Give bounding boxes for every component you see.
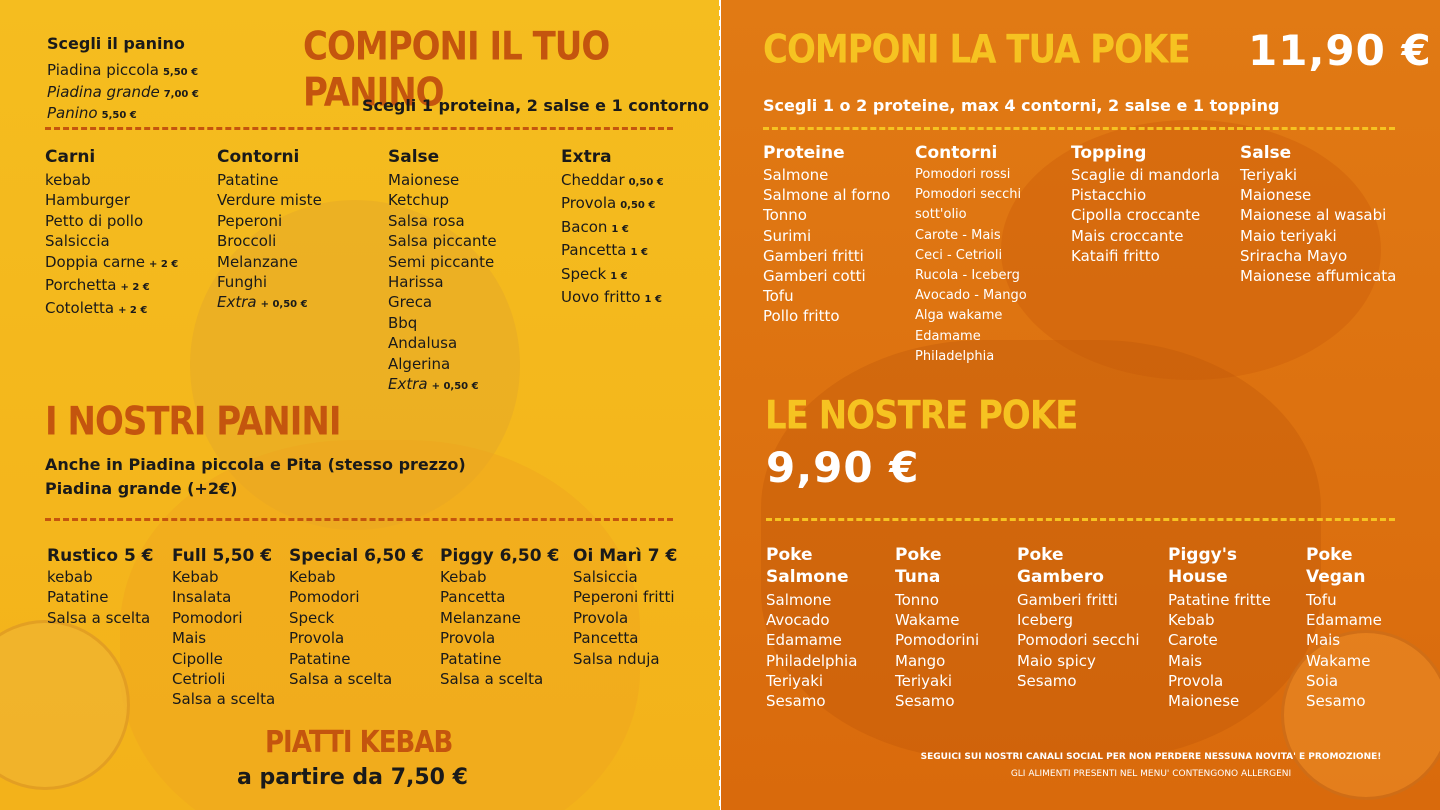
poke-heading-line1: Piggy's — [1168, 545, 1238, 565]
item-name: Maionese — [388, 171, 460, 189]
item-name: Porchetta — [45, 276, 117, 295]
ingredient-item — [217, 190, 322, 210]
ingredient-item — [388, 190, 497, 210]
panino-items — [289, 567, 424, 689]
poke-item: Edamame — [1306, 611, 1382, 630]
panino-item: Kebab — [289, 568, 336, 586]
poke-heading-line1: Poke — [766, 545, 813, 565]
item-name: Cotoletta — [45, 299, 115, 318]
poke-item: Tofu — [1306, 591, 1337, 609]
panino-item: Mais — [172, 629, 207, 648]
poke-item: Carote — [1168, 631, 1218, 650]
item-name: Peperoni — [217, 211, 283, 230]
ingredient-item — [45, 275, 178, 298]
panino-column — [47, 546, 154, 628]
item-price: + 2 € — [148, 258, 179, 270]
panino-item: Pancetta — [573, 629, 639, 648]
column-items — [217, 170, 322, 316]
poke-heading-line2: Salmone — [766, 567, 849, 587]
poke-ingredient-item: Alga wakame — [915, 308, 1003, 324]
item-name: Harissa — [388, 273, 444, 292]
ingredient-item — [388, 374, 497, 397]
divider-line — [45, 127, 673, 130]
poke-ingredient-item: Teriyaki — [1240, 166, 1298, 184]
poke-item: Wakame — [1306, 651, 1371, 670]
column-items — [763, 165, 890, 327]
poke-ingredient-item: Salmone — [763, 166, 829, 184]
item-name: Piadina piccola — [47, 61, 159, 79]
poke-ingredient-item: Maio teriyaki — [1240, 226, 1337, 245]
column-items — [915, 165, 1027, 367]
poke-column — [1306, 544, 1382, 711]
item-name: Petto di pollo — [45, 211, 144, 230]
item-price: 5,50 € — [101, 110, 137, 121]
panino-item: Salsa a scelta — [289, 670, 393, 689]
choose-list — [47, 61, 199, 126]
panino-column — [172, 546, 275, 710]
choose-item — [47, 61, 199, 83]
column-items — [1071, 165, 1220, 266]
poke-subtitle: Scegli 1 o 2 proteine, max 4 contorni, 2 salse e 1 topping — [763, 96, 1280, 115]
ingredient-item — [388, 231, 497, 251]
choose-panino — [47, 34, 199, 126]
poke-item: Soia — [1306, 671, 1339, 690]
poke-item: Patatine fritte — [1168, 591, 1271, 609]
column-items — [388, 170, 497, 397]
poke-item: Kebab — [1168, 611, 1215, 630]
item-price: 1 € — [611, 223, 629, 235]
item-price: 0,50 € — [628, 177, 664, 188]
item-price: + 2 € — [118, 305, 148, 317]
ingredient-item — [45, 231, 178, 251]
panino-item: Salsa a scelta — [440, 670, 544, 689]
poke-item: Teriyaki — [895, 671, 953, 690]
panino-items — [573, 567, 677, 669]
poke-items — [1306, 590, 1382, 711]
ingredient-item — [388, 211, 497, 231]
poke-column — [1017, 544, 1140, 691]
poke-item: Sesamo — [895, 692, 955, 711]
poke-item: Edamame — [766, 631, 842, 650]
ingredient-item — [45, 190, 178, 210]
panino-column — [289, 546, 424, 689]
item-name: Salsa rosa — [388, 211, 465, 230]
item-name: Bacon — [561, 217, 608, 236]
panino-item: Speck — [289, 608, 335, 627]
poke-heading-line2: Gambero — [1017, 567, 1104, 587]
panino-item: Salsa a scelta — [172, 690, 276, 709]
poke-item: Sesamo — [766, 692, 826, 711]
item-price: + 0,50 € — [431, 381, 479, 393]
ingredient-item — [388, 313, 497, 333]
item-price: + 0,50 € — [260, 299, 308, 311]
nostri-note-1: Anche in Piadina piccola e Pita (stesso prezzo) — [45, 455, 466, 474]
panino-item: Patatine — [440, 649, 502, 668]
poke-item: Teriyaki — [766, 671, 824, 690]
item-price: 1 € — [644, 294, 662, 306]
item-price: 1 € — [610, 270, 628, 282]
poke-ingredient-item: Maionese al wasabi — [1240, 206, 1387, 225]
piatti-kebab-price: a partire da 7,50 € — [237, 765, 468, 790]
panino-subtitle: Scegli 1 proteina, 2 salse e 1 contorno — [362, 96, 710, 115]
item-name: Speck — [561, 264, 607, 283]
panino-heading: Special 6,50 € — [289, 546, 424, 566]
poke-ingredient-item: Pistacchio — [1071, 186, 1147, 205]
poke-price: 11,90 € — [1248, 26, 1432, 75]
column-heading: Carni — [45, 147, 96, 167]
panino-heading: Piggy 6,50 € — [440, 546, 560, 566]
panino-item: Salsiccia — [573, 568, 638, 586]
panino-items — [172, 567, 275, 710]
panino-item: Patatine — [47, 588, 109, 607]
item-price: 1 € — [630, 247, 648, 259]
poke-ingredient-item: Cipolla croccante — [1071, 206, 1201, 225]
poke-heading-line2: Tuna — [895, 567, 941, 587]
poke-heading — [1017, 544, 1140, 588]
poke-item: Pomodorini — [895, 631, 980, 650]
column-heading: Contorni — [915, 143, 998, 163]
column-heading: Topping — [1071, 143, 1147, 163]
item-name: Doppia carne — [45, 252, 145, 271]
panino-item: kebab — [47, 568, 93, 586]
poke-panel — [721, 0, 1440, 810]
poke-ingredient-item: Rucola - Iceberg — [915, 268, 1020, 284]
poke-heading — [1306, 544, 1382, 588]
ingredient-item — [217, 292, 322, 315]
item-price: + 2 € — [120, 282, 150, 294]
ingredient-column — [561, 147, 664, 310]
column-items — [45, 170, 178, 322]
ingredient-item — [217, 231, 322, 251]
nostre-poke-price: 9,90 € — [766, 443, 920, 492]
poke-items — [1168, 590, 1271, 711]
poke-item: Gamberi fritti — [1017, 591, 1118, 609]
poke-ingredient-item: Edamame — [915, 328, 981, 344]
poke-ingredient-column — [1240, 143, 1396, 286]
panino-heading: Full 5,50 € — [172, 546, 273, 566]
panino-item: Provola — [440, 629, 496, 648]
poke-ingredient-item: Scaglie di mandorla — [1071, 166, 1220, 184]
ingredient-column — [217, 147, 322, 316]
footer-social: SEGUICI SUI NOSTRI CANALI SOCIAL PER NON PERDERE NESSUNA NOVITA' E PROMOZIONE! — [920, 752, 1382, 762]
panino-item: Pomodori — [289, 588, 360, 607]
poke-column — [1168, 544, 1271, 711]
item-name: Uovo fritto — [561, 288, 641, 307]
poke-ingredient-item: Surimi — [763, 226, 812, 245]
nostri-note-2: Piadina grande (+2€) — [45, 479, 238, 498]
poke-item: Maio spicy — [1017, 651, 1096, 670]
item-name: Ketchup — [388, 191, 449, 210]
poke-ingredient-item: Kataifi fritto — [1071, 246, 1160, 265]
poke-ingredient-item: Gamberi fritti — [763, 246, 864, 265]
poke-items — [766, 590, 857, 711]
piggy-mascot-icon — [0, 620, 130, 790]
poke-heading-line2: Vegan — [1306, 567, 1366, 587]
ingredient-item — [45, 211, 178, 231]
ingredient-item — [217, 252, 322, 272]
column-heading: Contorni — [217, 147, 300, 167]
poke-item: Salmone — [766, 591, 832, 609]
item-name: Cheddar — [561, 171, 625, 189]
ingredient-item — [561, 264, 664, 287]
ingredient-item — [561, 193, 664, 216]
choose-item — [47, 104, 199, 126]
poke-ingredient-item: sott'olio — [915, 207, 967, 223]
poke-item: Mais — [1168, 651, 1203, 670]
ingredient-item — [217, 170, 322, 190]
item-name: Salsiccia — [45, 232, 110, 251]
panino-item: Provola — [573, 608, 629, 627]
poke-item: Avocado — [766, 611, 830, 630]
item-name: Bbq — [388, 313, 418, 332]
column-heading: Extra — [561, 147, 612, 167]
item-name: Semi piccante — [388, 252, 495, 271]
poke-ingredient-column — [763, 143, 890, 327]
poke-ingredient-item: Ceci - Cetrioli — [915, 247, 1003, 263]
ingredient-item — [45, 252, 178, 275]
poke-item: Maionese — [1168, 692, 1240, 711]
poke-ingredient-item: Pomodori secchi — [915, 187, 1022, 203]
column-heading: Salse — [388, 147, 440, 167]
ingredient-item — [217, 272, 322, 292]
poke-items — [895, 590, 979, 711]
poke-ingredient-item: Tofu — [763, 287, 794, 306]
poke-heading-line1: Poke — [1306, 545, 1353, 565]
nostri-panini-notes — [45, 453, 466, 501]
ingredient-item — [388, 272, 497, 292]
ingredient-column — [388, 147, 497, 397]
poke-heading — [766, 544, 857, 588]
poke-heading-line2: House — [1168, 567, 1228, 587]
poke-item: Sesamo — [1306, 692, 1366, 711]
panino-item: Melanzane — [440, 608, 521, 627]
panino-item: Salsa nduja — [573, 649, 660, 668]
ingredient-item — [388, 354, 497, 374]
poke-column — [895, 544, 979, 711]
poke-ingredient-item: Philadelphia — [915, 348, 995, 364]
item-name: Extra — [217, 293, 257, 312]
choose-heading: Scegli il panino — [47, 34, 185, 53]
panino-item: Patatine — [289, 649, 351, 668]
item-name: Greca — [388, 293, 433, 312]
ingredient-item — [45, 170, 178, 190]
divider-line — [45, 518, 673, 521]
panino-column — [440, 546, 559, 689]
ingredient-item — [561, 170, 664, 193]
poke-ingredient-item: Gamberi cotti — [763, 267, 866, 286]
poke-ingredient-item: Sriracha Mayo — [1240, 246, 1348, 265]
panino-item: Cipolle — [172, 649, 223, 668]
nostre-poke-title: LE NOSTRE POKE — [765, 393, 1078, 439]
footer-allergens: GLI ALIMENTI PRESENTI NEL MENU' CONTENGONO ALLERGENI — [1010, 769, 1292, 779]
panino-item: Kebab — [440, 568, 487, 586]
panino-column — [573, 546, 677, 669]
ingredient-column — [45, 147, 178, 322]
ingredient-item — [45, 298, 178, 321]
item-name: Salsa piccante — [388, 232, 497, 251]
item-name: Panino — [47, 104, 98, 122]
panino-item: Peperoni fritti — [573, 588, 675, 607]
panino-items — [440, 567, 559, 689]
ingredient-item — [388, 170, 497, 190]
panino-item: Pomodori — [172, 608, 243, 627]
panino-item: Salsa a scelta — [47, 608, 151, 627]
item-name: Melanzane — [217, 252, 298, 271]
item-name: Extra — [388, 375, 428, 394]
item-name: Pancetta — [561, 241, 627, 260]
poke-item: Mango — [895, 651, 946, 670]
panino-heading: Oi Marì 7 € — [573, 546, 678, 566]
ingredient-item — [388, 333, 497, 353]
poke-heading-line1: Poke — [895, 545, 942, 565]
poke-ingredient-item: Pomodori rossi — [915, 167, 1011, 182]
item-name: Piadina grande — [47, 82, 160, 101]
divider-line — [763, 127, 1395, 130]
poke-ingredient-column — [1071, 143, 1220, 266]
panino-items — [47, 567, 154, 628]
item-name: Verdure miste — [217, 191, 322, 210]
choose-item — [47, 83, 199, 105]
item-price: 0,50 € — [620, 200, 656, 212]
poke-item: Provola — [1168, 671, 1224, 690]
poke-heading — [895, 544, 979, 588]
poke-item: Iceberg — [1017, 611, 1074, 630]
item-name: Funghi — [217, 273, 268, 292]
poke-ingredient-item: Avocado - Mango — [915, 288, 1027, 304]
item-name: Broccoli — [217, 232, 277, 251]
panino-heading: Rustico 5 € — [47, 546, 154, 566]
column-heading: Salse — [1240, 143, 1292, 163]
ingredient-item — [217, 211, 322, 231]
panino-item: Pancetta — [440, 588, 506, 607]
poke-item: Sesamo — [1017, 671, 1077, 690]
item-name: Hamburger — [45, 191, 130, 210]
item-name: Algerina — [388, 354, 451, 373]
ingredient-item — [561, 287, 664, 310]
column-items — [1240, 165, 1396, 286]
ingredient-item — [561, 240, 664, 263]
item-name: Patatine — [217, 171, 279, 189]
poke-ingredient-item: Carote - Mais — [915, 227, 1001, 243]
panino-item: Kebab — [172, 568, 219, 586]
divider-line — [766, 518, 1395, 521]
item-price: 5,50 € — [162, 67, 199, 78]
poke-ingredient-item: Tonno — [763, 206, 807, 225]
poke-items — [1017, 590, 1140, 691]
poke-ingredient-item: Mais croccante — [1071, 226, 1184, 245]
ingredient-item — [388, 252, 497, 272]
poke-ingredient-item: Maionese affumicata — [1240, 267, 1397, 286]
poke-item: Mais — [1306, 631, 1341, 650]
item-name: Provola — [561, 194, 617, 213]
item-name: Andalusa — [388, 334, 458, 353]
column-heading: Proteine — [763, 143, 845, 163]
poke-column — [766, 544, 857, 711]
poke-heading — [1168, 544, 1271, 588]
poke-ingredient-item: Maionese — [1240, 186, 1312, 205]
poke-item: Wakame — [895, 611, 960, 630]
poke-title: COMPONI LA TUA POKE — [763, 27, 1190, 73]
poke-item: Pomodori secchi — [1017, 631, 1140, 650]
ingredient-item — [561, 217, 664, 240]
item-price: 7,00 € — [163, 88, 199, 100]
poke-ingredient-item: Salmone al forno — [763, 186, 891, 205]
panino-title: COMPONI IL TUO PANINO — [303, 24, 610, 116]
panino-item: Insalata — [172, 588, 232, 607]
nostri-panini-title: I NOSTRI PANINI — [45, 399, 341, 445]
poke-item: Philadelphia — [766, 651, 858, 670]
poke-heading-line1: Poke — [1017, 545, 1064, 565]
piatti-kebab-title: PIATTI KEBAB — [265, 725, 453, 761]
poke-ingredient-column — [915, 143, 1027, 367]
ingredient-item — [388, 292, 497, 312]
column-items — [561, 170, 664, 310]
panino-item: Cetrioli — [172, 670, 226, 689]
poke-ingredient-item: Pollo fritto — [763, 307, 840, 326]
poke-item: Tonno — [895, 591, 939, 609]
panino-item: Provola — [289, 629, 345, 648]
item-name: kebab — [45, 171, 91, 189]
